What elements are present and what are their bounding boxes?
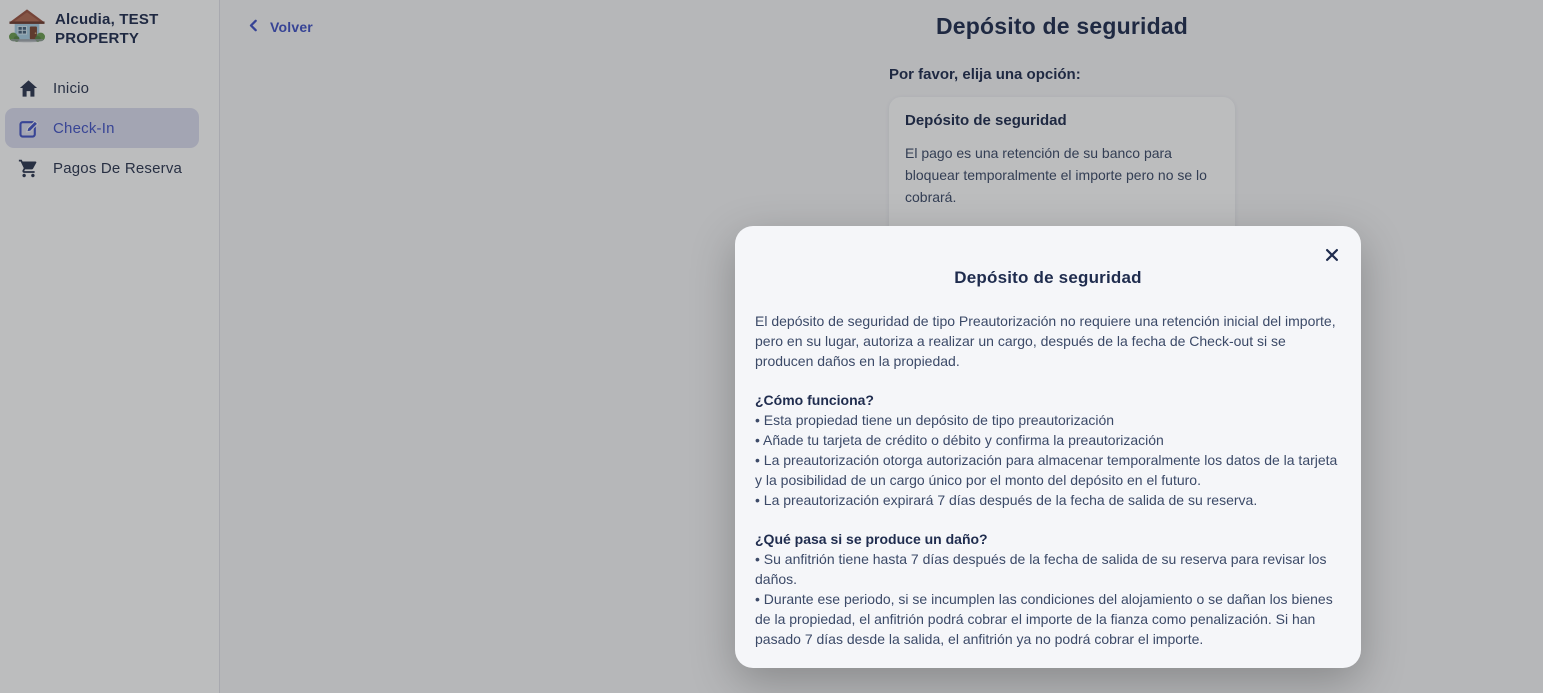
section-heading: ¿Qué pasa si se produce un daño? <box>755 531 988 547</box>
bullet-item: • La preautorización expirará 7 días después de la fecha de salida de su reserva. <box>755 492 1258 508</box>
modal-intro: El depósito de seguridad de tipo Preautorización no requiere una retención inicial del importe, pero en su lugar, autoriza a realizar un cargo, después de la fecha de Check-out si se producen daños en la propiedad. <box>755 313 1336 369</box>
sidebar-item-label: Inicio <box>53 79 90 97</box>
option-prompt: Por favor, elija una opción: <box>889 66 1081 83</box>
option-card-description: El pago es una retención de su banco para bloquear temporalmente el importe pero no se lo cobrará. <box>905 145 1207 205</box>
bullet-item: • Esta propiedad tiene un depósito de tipo preautorización <box>755 412 1115 428</box>
sidebar-item-label: Check-In <box>53 119 115 137</box>
modal-section-damage <box>755 529 1341 649</box>
modal-title: Depósito de seguridad <box>954 268 1142 287</box>
bullet-item: • Durante ese periodo, si se incumplen las condiciones del alojamiento o se dañan los bienes de la propiedad, el anfitrión podrá cobrar el importe de la fianza como penalización. Si han pasado 7 días desde la salida, el anfitrión ya no podrá cobrar el importe. <box>755 591 1333 647</box>
sidebar-item-label: Pagos De Reserva <box>53 159 183 177</box>
deposit-info-modal <box>735 226 1361 668</box>
close-icon[interactable] <box>1317 240 1347 270</box>
bullet-item: • Añade tu tarjeta de crédito o débito y confirma la preautorización <box>755 432 1164 448</box>
back-label: Volver <box>270 19 313 35</box>
bullet-item: • Su anfitrión tiene hasta 7 días después de la fecha de salida de su reserva para revisar los daños. <box>755 551 1327 587</box>
page-title: Depósito de seguridad <box>935 13 1189 39</box>
bullet-item: • La preautorización otorga autorización para almacenar temporalmente los datos de la tarjeta y la posibilidad de un cargo único por el monto del depósito en el futuro. <box>755 452 1338 488</box>
option-card-title: Depósito de seguridad <box>905 112 1067 129</box>
modal-section-how-it-works <box>755 390 1341 510</box>
section-heading: ¿Cómo funciona? <box>755 392 874 408</box>
property-name: Alcudia, TEST PROPERTY <box>55 11 159 47</box>
